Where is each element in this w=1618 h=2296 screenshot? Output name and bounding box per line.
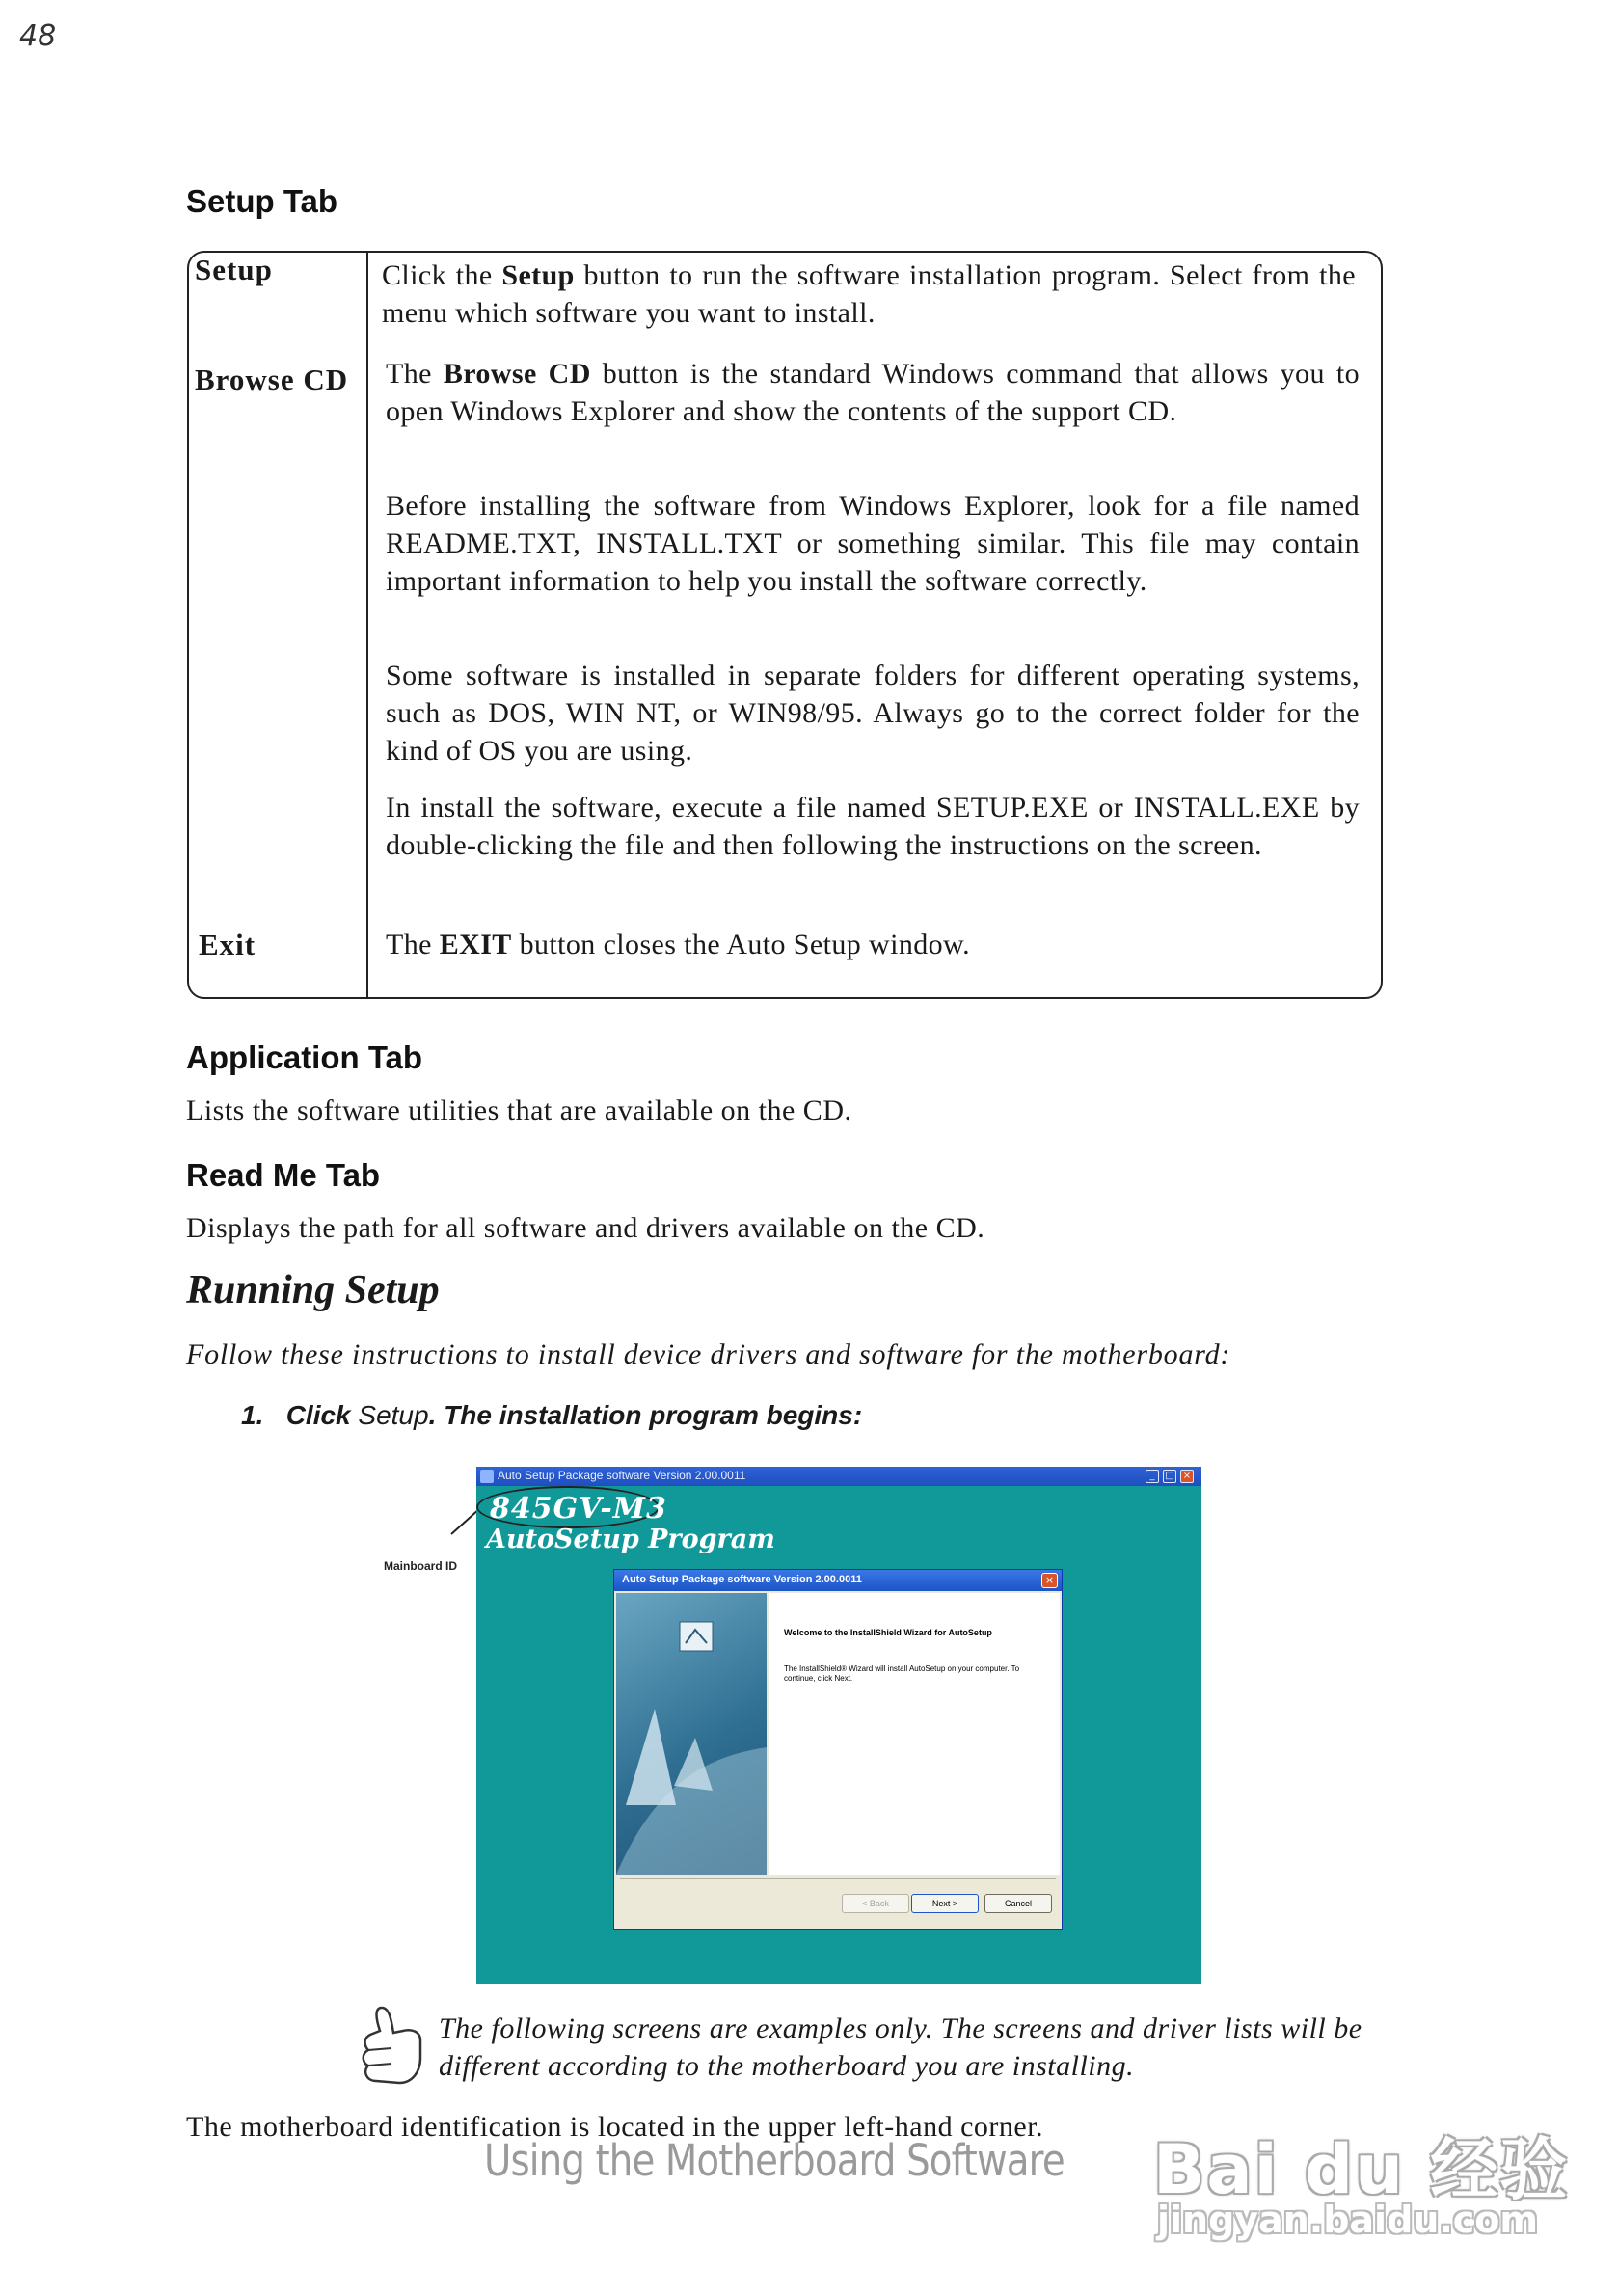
minimize-icon[interactable]: _ — [1146, 1470, 1159, 1483]
application-tab-text: Lists the software utilities that are available on the CD. — [186, 1094, 852, 1126]
back-button[interactable]: < Back — [842, 1894, 909, 1913]
screenshot-window-title: Auto Setup Package software Version 2.00.0011 — [498, 1469, 746, 1482]
step-setup-word: Setup — [358, 1400, 429, 1430]
step-number: 1. — [241, 1400, 264, 1430]
app-icon — [480, 1470, 494, 1483]
running-setup-title: Running Setup — [186, 1268, 440, 1312]
dialog-content — [769, 1593, 1060, 1875]
cancel-button[interactable]: Cancel — [984, 1894, 1052, 1913]
page-footer: Using the Motherboard Software — [484, 2135, 1065, 2186]
table-divider — [366, 253, 368, 997]
identification-text: The motherboard identification is located in the upper left-hand corner. — [186, 2111, 1044, 2143]
step-1: 1. Click Setup. The installation program begins: — [241, 1400, 863, 1430]
dialog-separator — [620, 1878, 1056, 1879]
dialog-title: Auto Setup Package software Version 2.00.0011 — [622, 1574, 862, 1585]
wizard-artwork — [616, 1593, 767, 1875]
next-button[interactable]: Next > — [911, 1894, 979, 1913]
baidu-watermark: Bai du 经验 — [1153, 2130, 1570, 2209]
desc-browse-cd-install: In install the software, execute a file named SETUP.EXE or INSTALL.EXE by double-clicking the file and then following the instructions on the screen. — [386, 792, 1360, 861]
dialog-titlebar — [614, 1570, 1062, 1591]
term-browse-cd: Browse CD — [195, 363, 349, 396]
readme-tab-text: Displays the path for all software and drivers available on the CD. — [186, 1212, 985, 1244]
desc-browse-cd-folders: Some software is installed in separate folders for different operating systems, such as DOS, WIN NT, or WIN98/95. Always go to the correct folder for the kind of OS you are using. — [386, 660, 1360, 767]
desc-setup: Click the Setup button to run the software installation program. Select from the menu which software you want to install. — [382, 259, 1356, 329]
mainboard-id-label: Mainboard ID — [384, 1559, 458, 1573]
running-setup-instructions: Follow these instructions to install device drivers and software for the motherboard: — [186, 1338, 1231, 1370]
dialog-close-icon[interactable]: × — [1041, 1573, 1058, 1588]
model-name: 845GV-M3 — [490, 1492, 667, 1526]
note-text: The following screens are examples only. The screens and driver lists will be different according to the motherboard you are installing. — [439, 2012, 1362, 2082]
baidu-watermark-url: jingyan.baidu.com — [1157, 2199, 1538, 2241]
setup-tab-heading: Setup Tab — [186, 183, 338, 219]
desc-browse-cd-readme: Before installing the software from Windows Explorer, look for a file named README.TXT, INSTALL.TXT or something similar. This file may contain important information to help you install the software correctly. — [386, 490, 1360, 597]
term-exit: Exit — [199, 928, 256, 961]
installshield-dialog — [613, 1569, 1063, 1930]
screenshot-titlebar — [476, 1467, 1201, 1486]
program-name: AutoSetup Program — [486, 1525, 775, 1554]
note-hand-icon — [353, 2002, 430, 2091]
desc-browse-cd: The Browse CD button is the standard Windows command that allows you to open Windows Explorer and show the contents of the support CD. — [386, 358, 1360, 427]
dialog-intro-text: The InstallShield® Wizard will install AutoSetup on your computer. To continue, click Next. — [784, 1664, 1020, 1683]
application-tab-heading: Application Tab — [186, 1040, 423, 1075]
autosetup-screenshot — [476, 1467, 1201, 1984]
close-icon[interactable]: × — [1180, 1470, 1194, 1483]
readme-tab-heading: Read Me Tab — [186, 1157, 381, 1193]
desc-exit: The EXIT button closes the Auto Setup window. — [386, 929, 971, 960]
maximize-icon[interactable]: □ — [1163, 1470, 1176, 1483]
dialog-welcome-text: Welcome to the InstallShield Wizard for AutoSetup — [784, 1628, 992, 1637]
term-setup: Setup — [195, 253, 273, 286]
page-number: 48 — [19, 19, 57, 53]
wizard-artwork-graphic — [616, 1593, 767, 1875]
